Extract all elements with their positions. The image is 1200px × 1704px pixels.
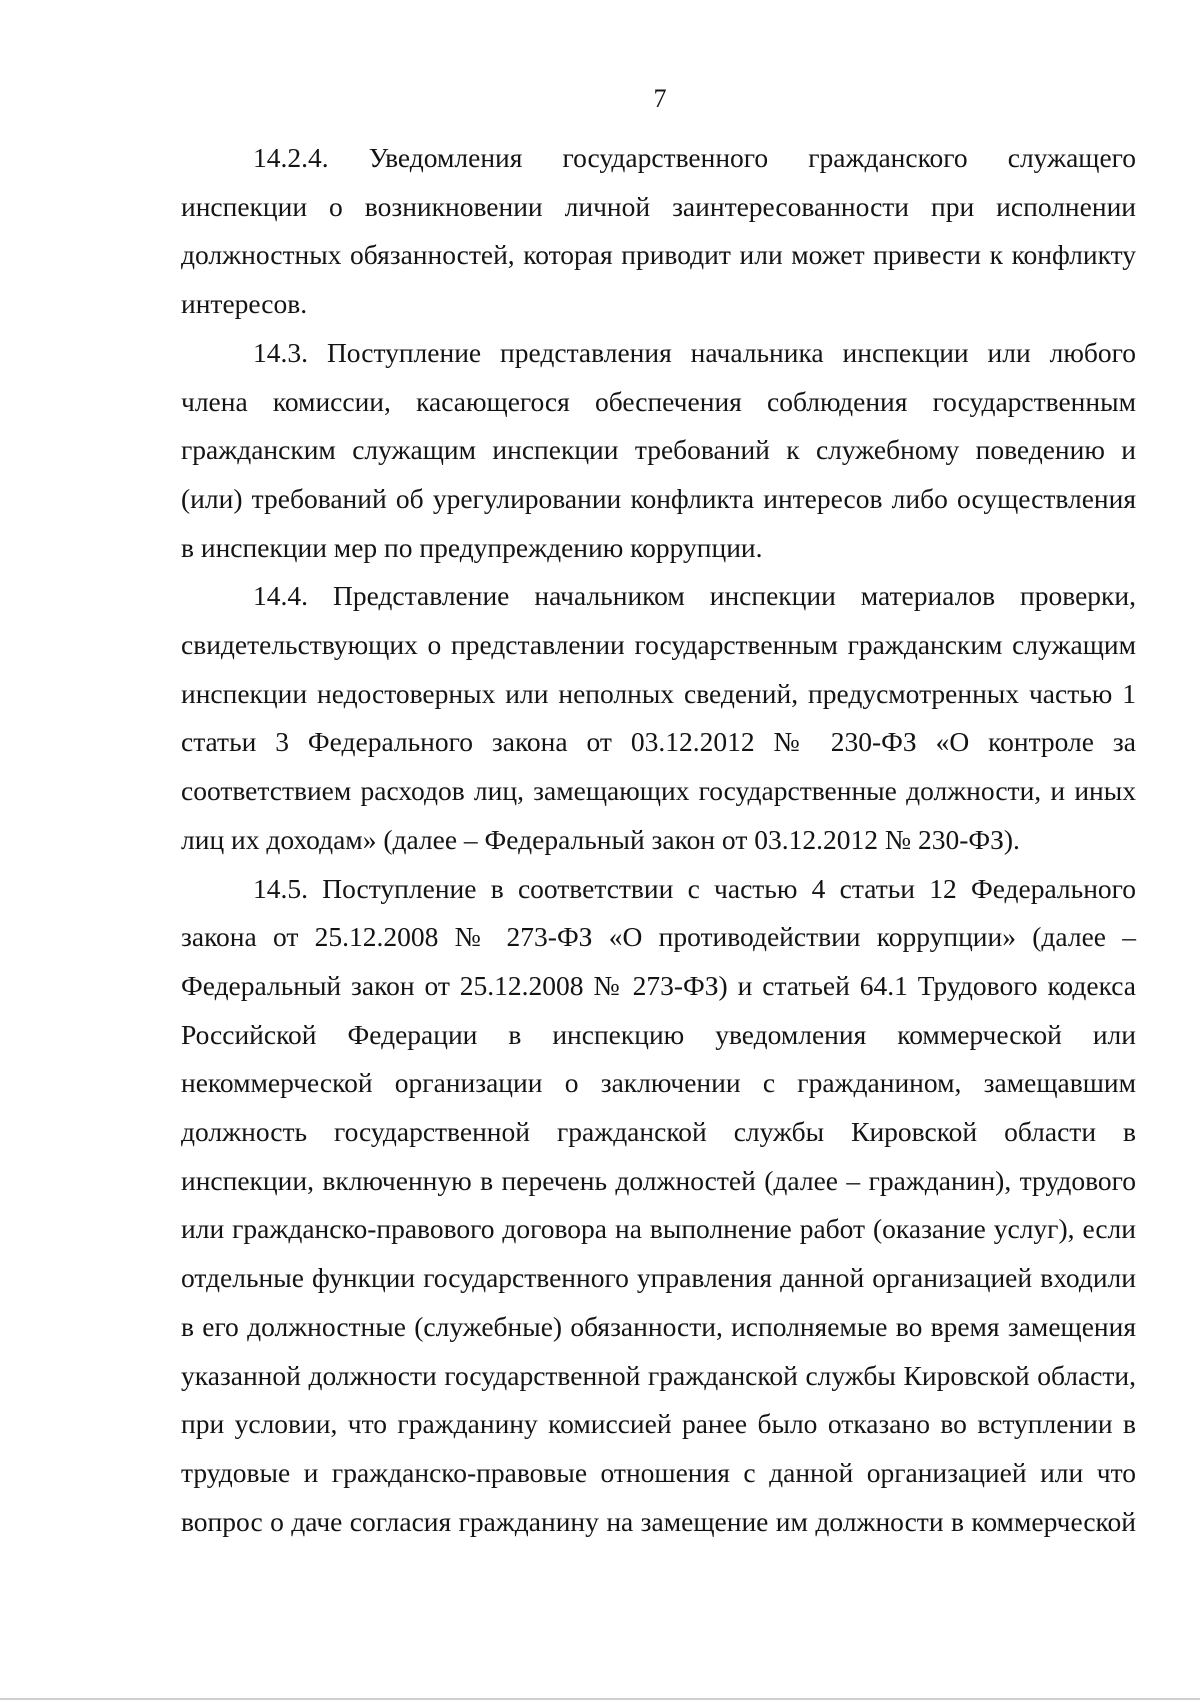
paragraph-number: 14.5. — [253, 872, 308, 904]
page-number: 7 — [653, 84, 667, 113]
paragraph-number: 14.2.4. — [253, 142, 329, 173]
paragraph-text: Уведомления государственного гражданского служащего инспекции о возникновении личной заинтересованности при исполнении должностных обязанностей, которая приводит или может привести к конфликту интересов. — [181, 142, 1136, 320]
paragraph-text: Представление начальником инспекции материалов проверки, свидетельствующих о представлении государственным гражданским служащим инспекции недостоверных или неполных сведений, предусмотренных частью 1 статьи 3 Федерального закона от 03.12.2012 № 230-ФЗ «О контроле за соответствием расходов лиц, замещающих государственные должности, и иных лиц их доходам» (далее – Федеральный закон от 03.12.2012 № 230-ФЗ). — [181, 580, 1137, 855]
paragraph-14-2-4 — [181, 134, 1136, 329]
paragraph-text: Поступление представления начальника инспекции или любого члена комиссии, касающегося обеспечения соблюдения государственным гражданским служащим инспекции требований к служебному поведению и (или) требований об урегулировании конфликта интересов либо осуществления в инспекции мер по предупреждению коррупции. — [181, 336, 1136, 563]
paragraph-14-3 — [181, 329, 1136, 573]
document-body — [181, 134, 1136, 1546]
paragraph-text: Поступление в соответствии с частью 4 статьи 12 Федерального закона от 25.12.2008 № 273-ФЗ «О противодействии коррупции» (далее – Федеральный закон от 25.12.2008 № 273-ФЗ) и статьей 64.1 Трудового кодекса Российской Федерации в инспекцию уведомления коммерческой или некоммерческой организации о заключении с гражданином, замещавшим должность государственной гражданской службы Кировской области в инспекции, включенную в перечень должностей (далее – гражданин), трудового или гражданско-правового договора на выполнение работ (оказание услуг), если отдельные функции государственного управления данной организацией входили в его должностные (служебные) обязанности, исполняемые во время замещения указанной должности государственной гражданской службы Кировской области, при условии, что гражданину комиссией ранее было отказано во вступлении в трудовые и гражданско-правовые отношения с данной организацией или что вопрос о даче согласия гражданину на замещение им должности в коммерческой — [181, 872, 1137, 1537]
scan-edge-divider — [0, 1698, 1200, 1700]
paragraph-number: 14.3. — [253, 336, 308, 368]
paragraph-14-5 — [181, 865, 1136, 1547]
paragraph-number: 14.4. — [253, 580, 308, 612]
paragraph-14-4 — [181, 572, 1136, 864]
